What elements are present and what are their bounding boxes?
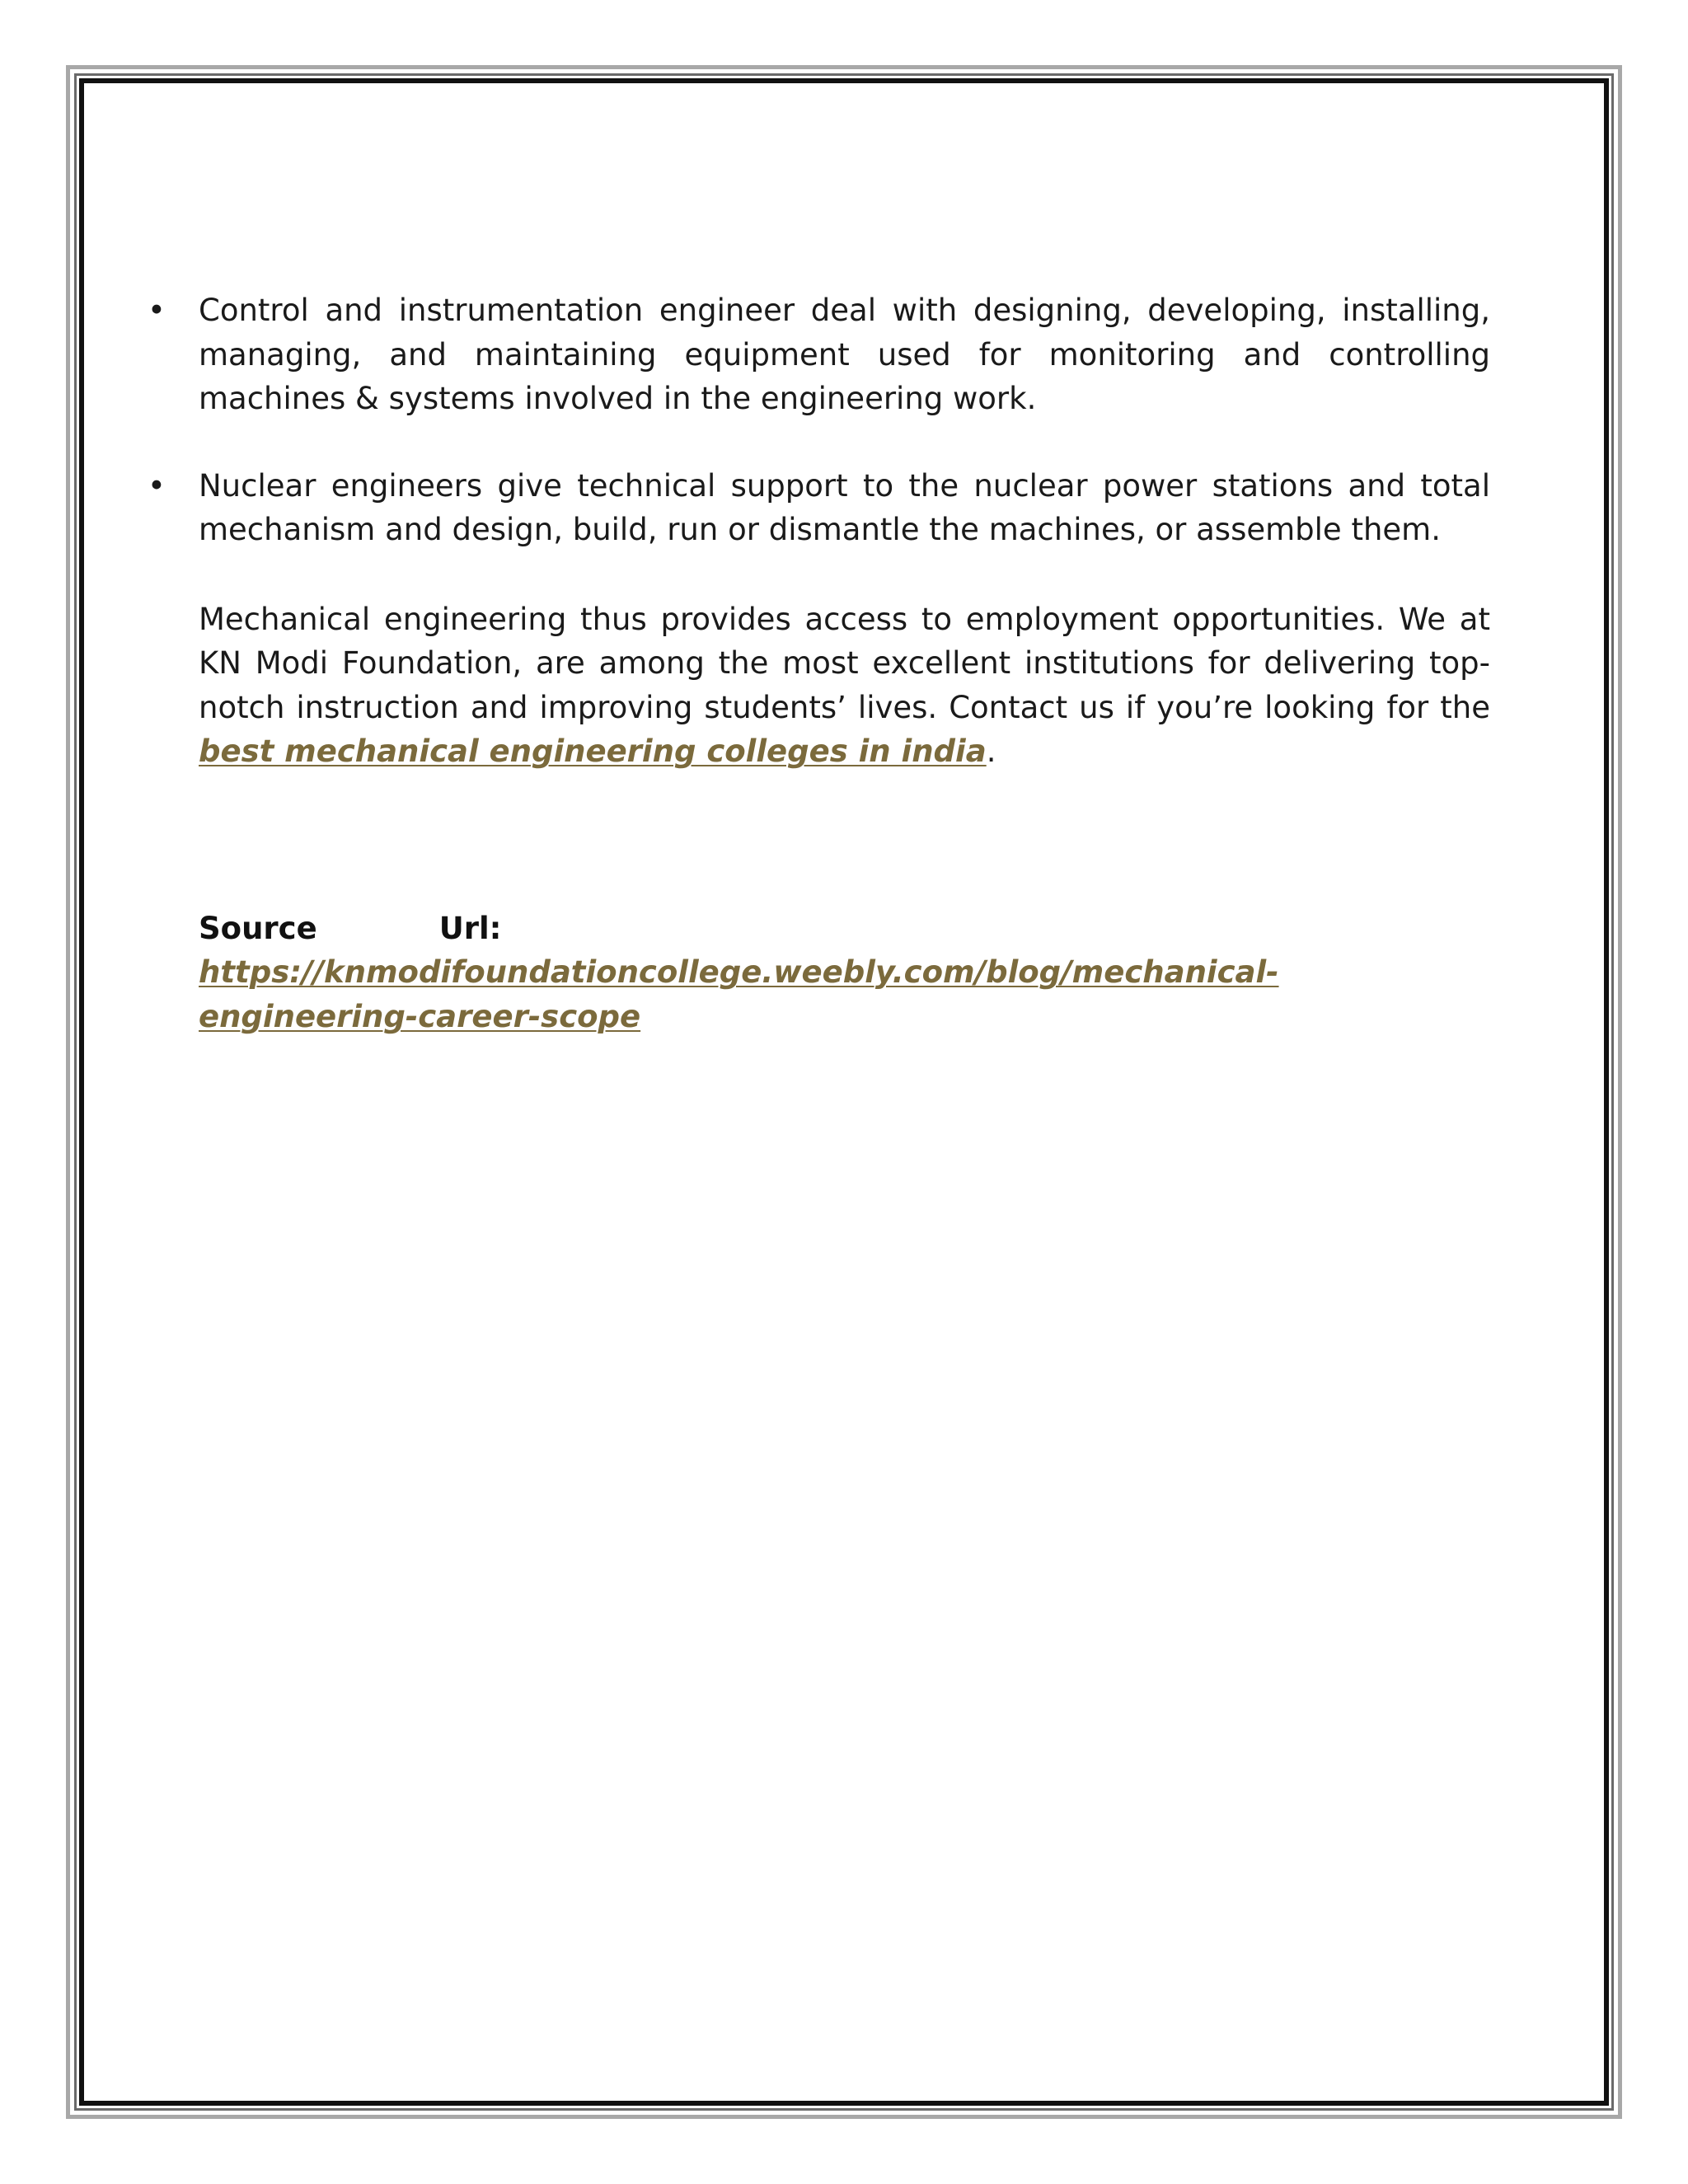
bullet-dot-icon: • xyxy=(148,293,166,328)
document-body xyxy=(148,288,1490,1069)
closing-paragraph xyxy=(199,598,1490,774)
bullet-item-control-instrumentation xyxy=(148,288,1490,421)
source-label-suffix: Url: xyxy=(438,910,502,946)
bullet-text: Control and instrumentation engineer deal with designing, developing, installing, managing, and maintaining equipment used for monitoring and controlling machines & systems involved in the engineering work. xyxy=(199,293,1490,416)
colleges-link[interactable]: best mechanical engineering colleges in india xyxy=(199,733,987,769)
source-label-word: Source xyxy=(199,910,317,946)
source-url-link[interactable]: https://knmodifoundationcollege.weebly.com/blog/mechanical-engineering-career-scope xyxy=(199,954,1279,1034)
closing-paragraph-text: Mechanical engineering thus provides access to employment opportunities. We at KN Modi Foundation, are among the most excellent institutions for delivering top-notch instruction and improving students’ lives. Contact us if you’re looking for the xyxy=(199,601,1490,725)
bullet-dot-icon: • xyxy=(148,467,166,504)
bullet-text: Nuclear engineers give technical support to the nuclear power stations and total mechanism and design, build, run or dismantle the machines, or assemble them. xyxy=(199,467,1490,547)
source-url-block xyxy=(199,907,1490,1039)
closing-paragraph-trailing: . xyxy=(986,733,996,769)
bullet-item-nuclear xyxy=(148,464,1490,552)
